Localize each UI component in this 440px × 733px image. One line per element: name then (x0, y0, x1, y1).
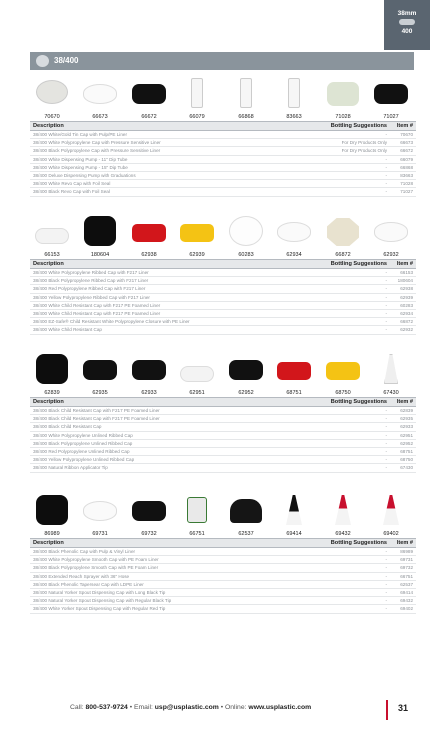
cell-description: 38/400 White Polypropylene Ribbed Cap with F217 Liner (30, 269, 310, 277)
product-code: 69414 (286, 531, 302, 537)
product-thumbnail[interactable] (175, 495, 219, 537)
cell-item: 66751 (390, 572, 416, 580)
cell-suggestion: - (310, 318, 390, 326)
cap-red-icon (277, 362, 311, 380)
cell-description: 38/400 Black Revo Cap with Foil Seal (30, 188, 310, 196)
product-code: 66079 (189, 114, 205, 120)
product-thumbnail[interactable] (272, 354, 316, 396)
product-image-row (30, 78, 416, 120)
product-thumbnail[interactable] (78, 78, 122, 120)
cell-item: 62951 (390, 431, 416, 439)
cell-item: 70670 (390, 131, 416, 139)
product-thumbnail[interactable] (175, 354, 219, 396)
table-row (30, 588, 416, 596)
cap-white-tall-icon (229, 216, 263, 246)
phone-number[interactable]: 800-537-9724 (85, 704, 128, 711)
product-thumbnail[interactable] (78, 495, 122, 537)
product-thumbnail[interactable] (224, 354, 268, 396)
product-code: 62537 (238, 531, 254, 537)
cell-description: 38/400 Deluxe Dispensing Pump with Graduations (30, 171, 310, 179)
cell-suggestion: - (310, 456, 390, 464)
column-header-suggestions: Bottling Suggestions (310, 260, 390, 269)
product-thumbnail[interactable] (369, 495, 413, 537)
page-number: 31 (398, 703, 409, 713)
cell-item: 60283 (390, 301, 416, 309)
cell-suggestion: For Dry Products Only (310, 139, 390, 147)
table-row (30, 564, 416, 572)
finish-label: 400 (401, 28, 413, 35)
cell-description: 38/400 White Revo Cap with Foil Seal (30, 180, 310, 188)
product-thumbnail[interactable] (369, 78, 413, 120)
product-thumbnail[interactable] (321, 78, 365, 120)
column-header-item: Item # (390, 260, 416, 269)
cell-description: 38/400 White Polypropylene Smooth Cap with PE Foam Liner (30, 556, 310, 564)
cell-suggestion: - (310, 171, 390, 179)
cap-black-icon (83, 360, 117, 380)
table-row (30, 285, 416, 293)
cap-black-icon (229, 360, 263, 380)
product-code: 66672 (141, 114, 157, 120)
page-footer (0, 700, 440, 720)
product-code: 62938 (141, 252, 157, 258)
cell-suggestion: - (310, 309, 390, 317)
cap-black-tall-icon (84, 216, 116, 246)
table-row (30, 155, 416, 163)
table-row (30, 456, 416, 464)
table-row (30, 447, 416, 455)
table-row (30, 580, 416, 588)
product-thumbnail[interactable] (127, 354, 171, 396)
pump-white-icon (288, 78, 300, 108)
cell-description: 38/400 Black Child Resistant Cap with F217 PE Foamed Liner (30, 407, 310, 415)
table-row (30, 180, 416, 188)
table-row (30, 415, 416, 423)
product-thumbnail[interactable] (30, 354, 74, 396)
product-image-row (30, 495, 416, 537)
cell-description: 38/400 Red Polypropylene Ribbed Cap with F217 Liner (30, 285, 310, 293)
cap-black-tall-icon (36, 354, 68, 384)
cap-white-icon (277, 222, 311, 242)
table-row (30, 318, 416, 326)
cell-description: 38/400 White Child Resistant Cap (30, 326, 310, 334)
column-header-suggestions: Bottling Suggestions (310, 539, 390, 548)
cell-item: 66079 (390, 155, 416, 163)
product-table (30, 538, 416, 614)
cell-suggestion: - (310, 301, 390, 309)
yorker-red-tip-icon (383, 495, 399, 525)
cell-suggestion: - (310, 447, 390, 455)
product-section (30, 216, 416, 335)
cell-description: 38/400 Black Phenolic Tapersea! Cap with LDPE Liner (30, 580, 310, 588)
cell-suggestion: For Dry Products Only (310, 147, 390, 155)
cap-yellow-icon (326, 362, 360, 380)
online-label: • Online: (220, 704, 247, 711)
cap-red-icon (132, 224, 166, 242)
product-thumbnail[interactable] (224, 495, 268, 537)
cell-description: 38/400 White Yorker Spout Dispensing Cap with Regular Red Tip (30, 605, 310, 613)
cell-description: 38/400 White Dispensing Pump - 11" Dip Tube (30, 155, 310, 163)
product-thumbnail[interactable] (272, 78, 316, 120)
product-table (30, 259, 416, 335)
product-thumbnail[interactable] (321, 354, 365, 396)
product-code: 86989 (44, 531, 60, 537)
product-code: 62934 (286, 252, 302, 258)
table-row (30, 147, 416, 155)
cell-suggestion: - (310, 285, 390, 293)
yorker-black-tip-icon (286, 495, 302, 525)
product-code: 66872 (335, 252, 351, 258)
cap-white-icon (374, 222, 408, 242)
size-label: 38mm (397, 10, 417, 17)
cell-item: 62939 (390, 293, 416, 301)
cell-item: 71027 (390, 188, 416, 196)
product-code: 68751 (286, 390, 302, 396)
cell-item: 71028 (390, 180, 416, 188)
cell-suggestion: - (310, 293, 390, 301)
yorker-red-tip-icon (335, 495, 351, 525)
product-thumbnail[interactable] (272, 495, 316, 537)
table-row (30, 572, 416, 580)
product-code: 83663 (286, 114, 302, 120)
cell-item: 62934 (390, 309, 416, 317)
table-row (30, 439, 416, 447)
cell-item: 69731 (390, 556, 416, 564)
column-header-description: Description (30, 398, 310, 407)
table-row (30, 464, 416, 472)
cell-suggestion: - (310, 415, 390, 423)
product-code: 67430 (383, 390, 399, 396)
cell-description: 38/400 Extended Reach Sprayer with 36" Hose (30, 572, 310, 580)
product-code: 62951 (189, 390, 205, 396)
cell-description: 38/400 Red Polypropylene Unlined Ribbed Cap (30, 447, 310, 455)
cell-description: 38/400 Black Child Resistant Cap with F217 PE Foamed Liner (30, 415, 310, 423)
table-row (30, 293, 416, 301)
cell-description: 38/400 EZ-Safe® Child Resistant White Polypropylene Closure with PE Liner (30, 318, 310, 326)
pump-white-icon (191, 78, 203, 108)
cell-item: 69414 (390, 588, 416, 596)
table-row (30, 597, 416, 605)
product-thumbnail[interactable] (78, 216, 122, 258)
product-thumbnail[interactable] (321, 495, 365, 537)
product-thumbnail[interactable] (127, 78, 171, 120)
cap-octagon-icon (327, 218, 359, 246)
table-row (30, 171, 416, 179)
cell-suggestion: - (310, 580, 390, 588)
banner-title: 38/400 (54, 56, 79, 65)
cell-suggestion: - (310, 431, 390, 439)
cap-black-icon (132, 360, 166, 380)
product-thumbnail[interactable] (369, 354, 413, 396)
cap-black-icon (132, 84, 166, 104)
product-code: 66673 (92, 114, 108, 120)
cell-item: 180604 (390, 277, 416, 285)
cell-description: 38/400 Yellow Polypropylene Unlined Ribbed Cap (30, 456, 310, 464)
product-thumbnail[interactable] (30, 78, 74, 120)
cell-description: 38/400 White Polypropylene Unlined Ribbed Cap (30, 431, 310, 439)
website-link[interactable]: www.usplastic.com (248, 704, 312, 711)
product-code: 70670 (44, 114, 60, 120)
table-row (30, 548, 416, 556)
cell-description: 38/400 Black Polypropylene Smooth Cap with PE Foam Liner (30, 564, 310, 572)
table-row (30, 431, 416, 439)
cap-white-flat-icon (35, 228, 69, 244)
table-row (30, 309, 416, 317)
cell-description: 38/400 White Polypropylene Cap with Pressure Sensitive Liner (30, 139, 310, 147)
product-code: 69732 (141, 531, 157, 537)
cap-white-flat-icon (180, 366, 214, 382)
cap-black-tall-icon (36, 495, 68, 525)
tip-natural-icon (384, 354, 398, 384)
call-label: Call: (70, 704, 84, 711)
column-header-item: Item # (390, 539, 416, 548)
cell-suggestion: - (310, 188, 390, 196)
product-code: 66868 (238, 114, 254, 120)
cell-description: 38/400 White Child Resistant Cap with F217 PE Foamed Liner (30, 301, 310, 309)
cell-description: 38/400 White Dispensing Pump - 15" Dip Tube (30, 163, 310, 171)
cell-suggestion: - (310, 439, 390, 447)
product-section (30, 495, 416, 614)
cell-item: 69432 (390, 597, 416, 605)
cell-suggestion: - (310, 597, 390, 605)
table-row (30, 423, 416, 431)
product-thumbnail[interactable] (175, 78, 219, 120)
table-row (30, 163, 416, 171)
product-thumbnail[interactable] (272, 216, 316, 258)
cell-suggestion: - (310, 131, 390, 139)
product-code: 62933 (141, 390, 157, 396)
cell-item: 62952 (390, 439, 416, 447)
cell-item: 62933 (390, 423, 416, 431)
cell-item: 66672 (390, 147, 416, 155)
table-row (30, 188, 416, 196)
cap-black-icon (374, 84, 408, 104)
cell-description: 38/400 Natural Yorker Spout Dispensing Cap with Long Black Tip (30, 588, 310, 596)
email-link[interactable]: usp@usplastic.com (154, 704, 219, 711)
cell-item: 69402 (390, 605, 416, 613)
table-row (30, 407, 416, 415)
table-row (30, 326, 416, 334)
cell-item: 62938 (390, 285, 416, 293)
cell-item: 62537 (390, 580, 416, 588)
cell-suggestion: - (310, 407, 390, 415)
product-code: 68750 (335, 390, 351, 396)
email-label: • Email: (129, 704, 153, 711)
product-section (30, 354, 416, 473)
cell-suggestion: - (310, 588, 390, 596)
product-thumbnail[interactable] (321, 216, 365, 258)
sprayer-white-icon (187, 497, 207, 523)
cell-item: 66868 (390, 163, 416, 171)
cell-description: 38/400 White/Gold Tin Cap with Pulp/PE Liner (30, 131, 310, 139)
table-row (30, 605, 416, 613)
cell-suggestion: - (310, 423, 390, 431)
cell-description: 38/400 White Child Resistant Cap with F217 PE Foamed Liner (30, 309, 310, 317)
cell-item: 68751 (390, 447, 416, 455)
product-thumbnail[interactable] (224, 78, 268, 120)
cell-suggestion: - (310, 326, 390, 334)
cell-item: 66673 (390, 139, 416, 147)
column-header-suggestions: Bottling Suggestions (310, 122, 390, 131)
product-thumbnail[interactable] (224, 216, 268, 258)
contact-line (70, 704, 311, 711)
product-table (30, 121, 416, 197)
cell-suggestion: - (310, 605, 390, 613)
column-header-suggestions: Bottling Suggestions (310, 398, 390, 407)
product-code: 62839 (44, 390, 60, 396)
product-section (30, 78, 416, 197)
product-thumbnail[interactable] (369, 216, 413, 258)
cap-white-grey-icon (36, 80, 68, 104)
product-code: 71028 (335, 114, 351, 120)
cell-item: 62932 (390, 326, 416, 334)
cap-icon (399, 19, 415, 25)
footer-divider (386, 700, 388, 720)
product-thumbnail[interactable] (175, 216, 219, 258)
cell-suggestion: - (310, 269, 390, 277)
product-thumbnail[interactable] (30, 216, 74, 258)
cap-white-icon (83, 84, 117, 104)
cap-icon (36, 55, 49, 67)
cell-suggestion: - (310, 464, 390, 472)
cell-suggestion: - (310, 277, 390, 285)
table-row (30, 556, 416, 564)
column-header-description: Description (30, 260, 310, 269)
cell-suggestion: - (310, 180, 390, 188)
cell-description: 38/400 Black Phenolic Cap with Pulp & Vinyl Liner (30, 548, 310, 556)
cell-item: 86989 (390, 548, 416, 556)
cell-suggestion: - (310, 548, 390, 556)
product-code: 180604 (90, 252, 110, 258)
cell-item: 62935 (390, 415, 416, 423)
cell-suggestion: - (310, 572, 390, 580)
cell-item: 62839 (390, 407, 416, 415)
cell-item: 69732 (390, 564, 416, 572)
product-code: 69402 (383, 531, 399, 537)
cap-black-icon (132, 501, 166, 521)
column-header-item: Item # (390, 398, 416, 407)
cap-pale-green-icon (327, 82, 359, 106)
cell-item: 83663 (390, 171, 416, 179)
cell-item: 68750 (390, 456, 416, 464)
cell-suggestion: - (310, 155, 390, 163)
cell-description: 38/400 Yellow Polypropylene Ribbed Cap with F217 Liner (30, 293, 310, 301)
cell-description: 38/400 Black Polypropylene Ribbed Cap with F217 Liner (30, 277, 310, 285)
product-code: 60283 (238, 252, 254, 258)
cap-yellow-icon (180, 224, 214, 242)
cell-description: 38/400 Black Polypropylene Unlined Ribbed Cap (30, 439, 310, 447)
product-code: 71027 (383, 114, 399, 120)
section-banner (30, 52, 414, 70)
product-image-row (30, 354, 416, 396)
table-row (30, 139, 416, 147)
product-table (30, 397, 416, 473)
cell-description: 38/400 Natural Yorker Spout Dispensing Cap with Regular Black Tip (30, 597, 310, 605)
product-code: 62932 (383, 252, 399, 258)
product-thumbnail[interactable] (78, 354, 122, 396)
cap-black-dome-icon (230, 499, 262, 523)
table-row (30, 131, 416, 139)
product-code: 62939 (189, 252, 205, 258)
cell-item: 66872 (390, 318, 416, 326)
product-image-row (30, 216, 416, 258)
cell-description: 38/400 Black Polypropylene Cap with Pressure Sensitive Liner (30, 147, 310, 155)
product-thumbnail[interactable] (127, 216, 171, 258)
cell-description: 38/400 Black Child Resistant Cap (30, 423, 310, 431)
product-thumbnail[interactable] (30, 495, 74, 537)
product-code: 69731 (92, 531, 108, 537)
cell-item: 67430 (390, 464, 416, 472)
cell-suggestion: - (310, 163, 390, 171)
table-row (30, 277, 416, 285)
product-code: 66153 (44, 252, 60, 258)
product-code: 69432 (335, 531, 351, 537)
product-thumbnail[interactable] (127, 495, 171, 537)
column-header-description: Description (30, 122, 310, 131)
table-row (30, 269, 416, 277)
table-row (30, 301, 416, 309)
column-header-description: Description (30, 539, 310, 548)
cell-suggestion: - (310, 564, 390, 572)
column-header-item: Item # (390, 122, 416, 131)
cell-item: 66153 (390, 269, 416, 277)
cell-suggestion: - (310, 556, 390, 564)
size-tab (384, 0, 430, 50)
pump-white-icon (240, 78, 252, 108)
cell-description: 38/400 Natural Ribbon Applicator Tip (30, 464, 310, 472)
product-code: 62952 (238, 390, 254, 396)
product-code: 62935 (92, 390, 108, 396)
product-code: 66751 (189, 531, 205, 537)
cap-white-icon (83, 501, 117, 521)
